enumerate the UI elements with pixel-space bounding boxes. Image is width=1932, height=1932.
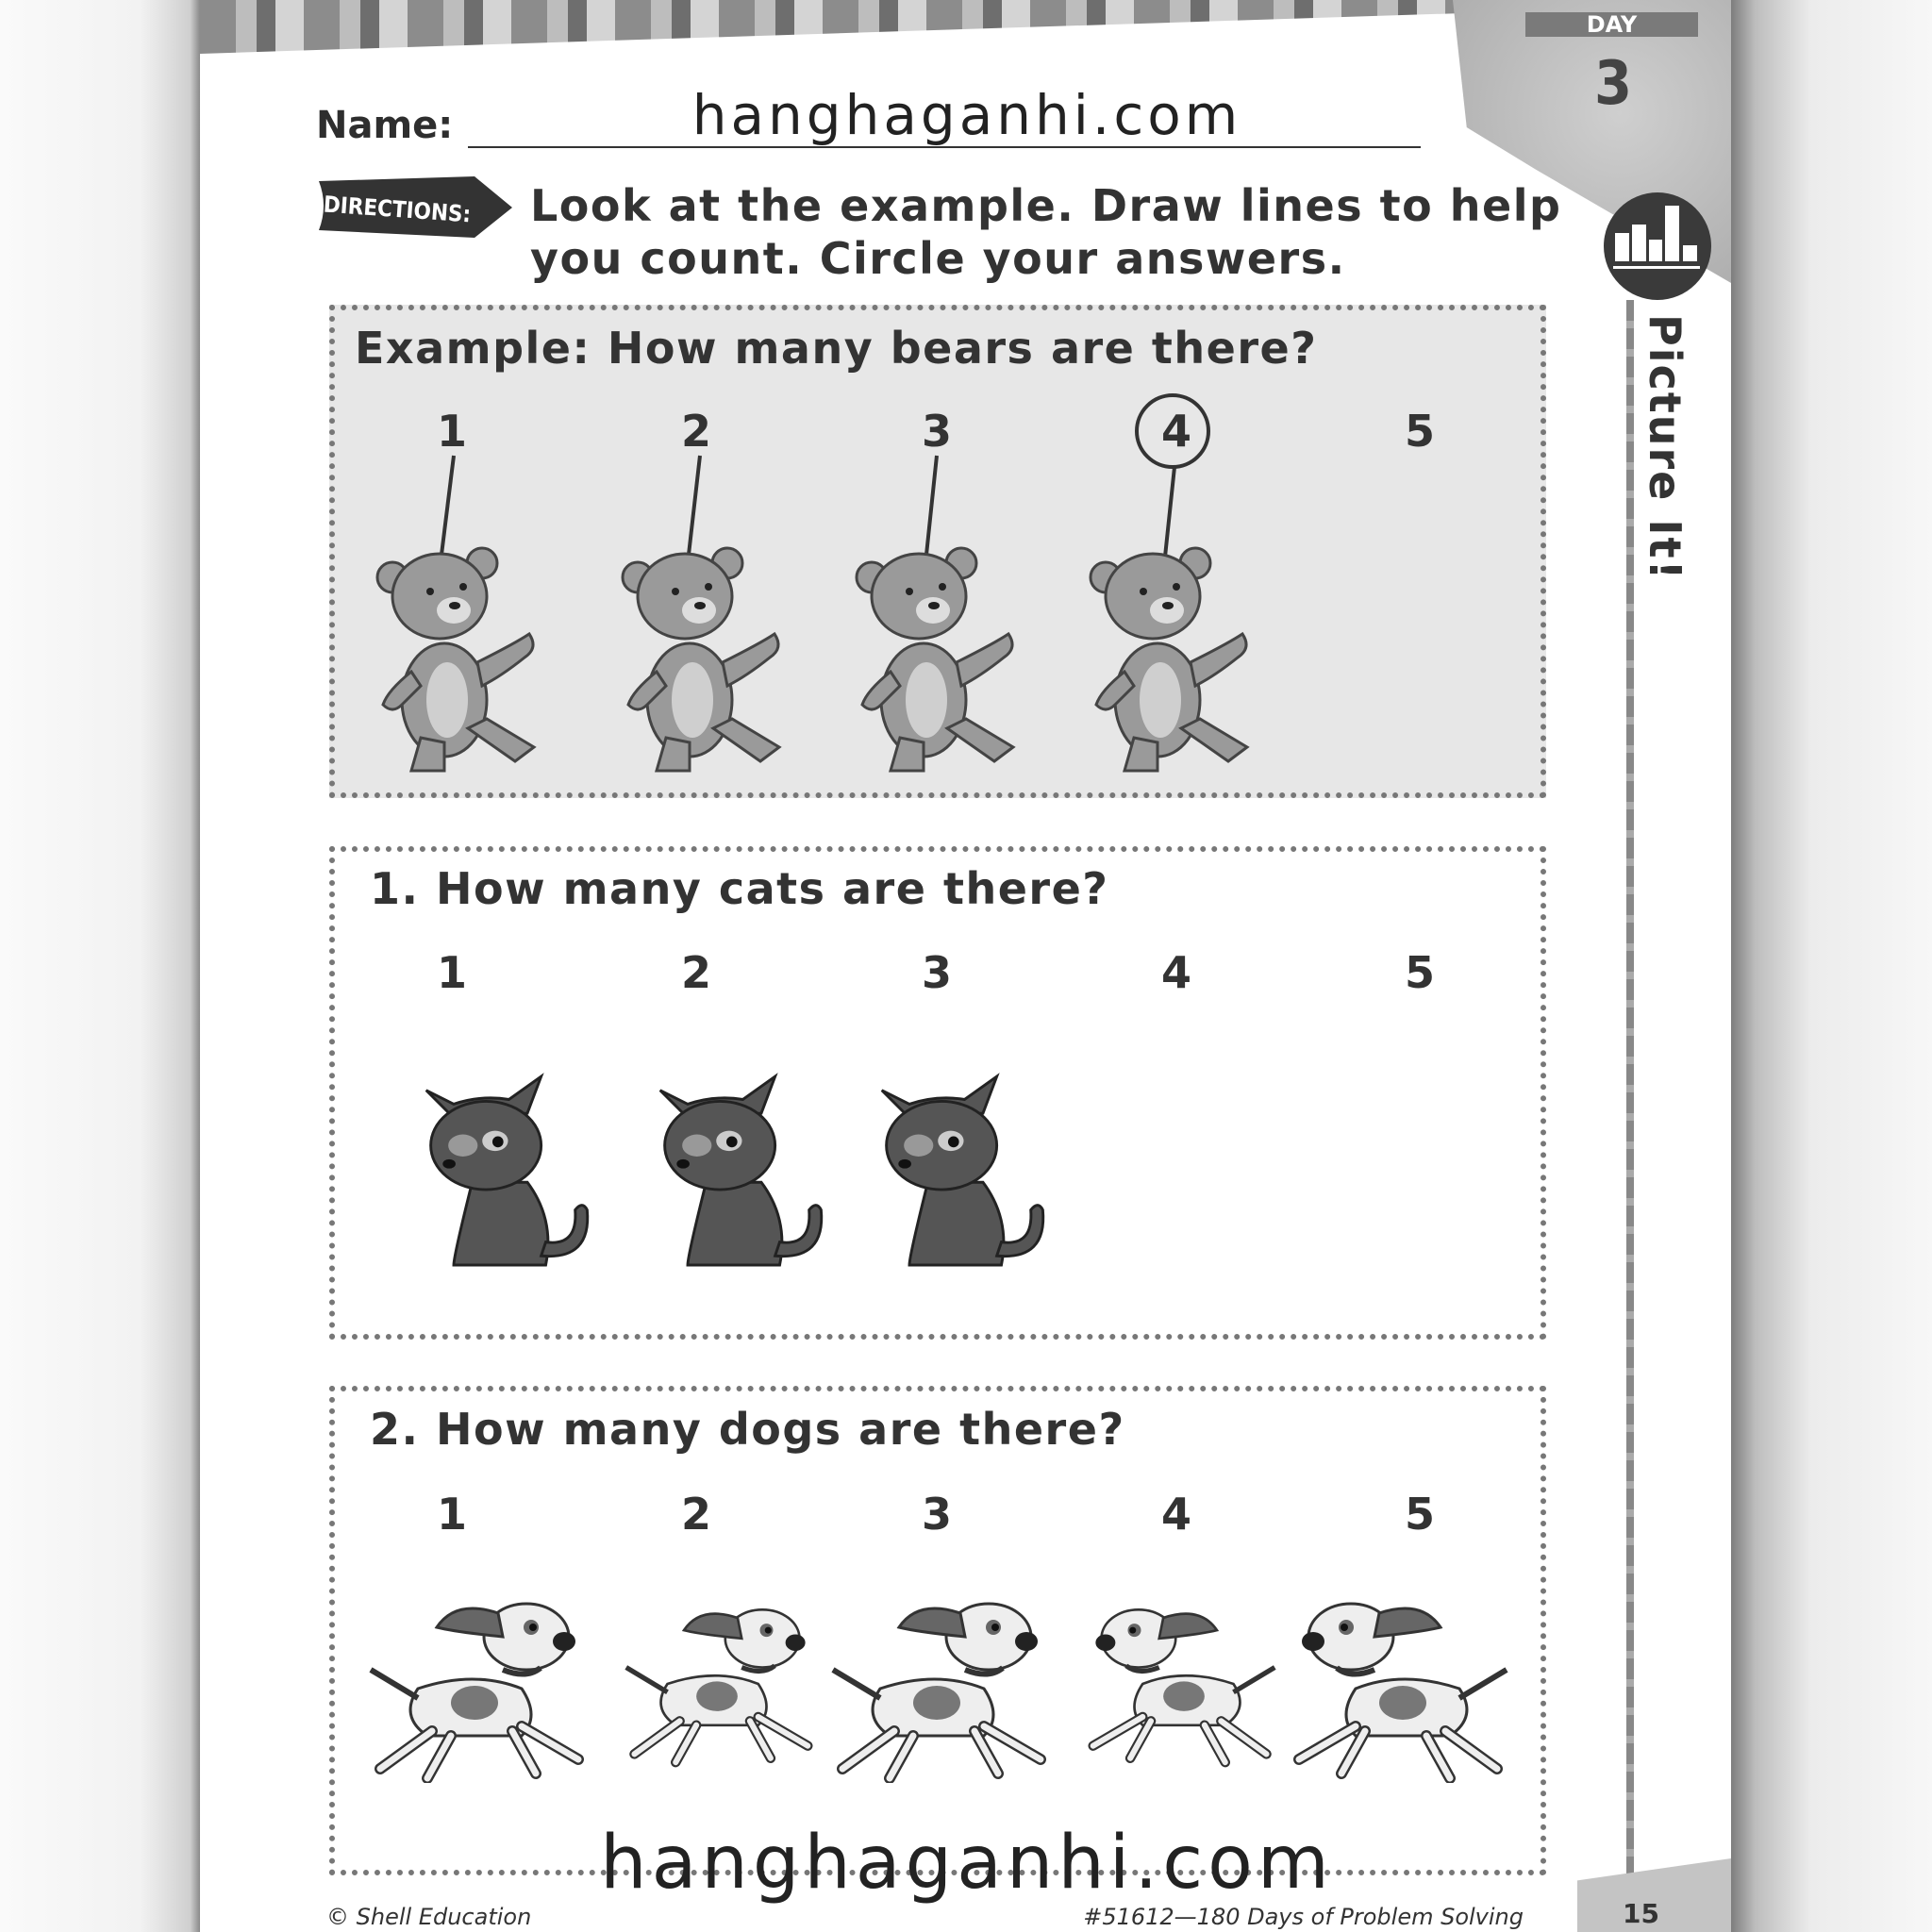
directions-line-2: you count. Circle your answers. — [530, 233, 1346, 284]
example-number-2[interactable]: 2 — [680, 406, 711, 457]
example-title: Example: How many bears are there? — [355, 323, 1318, 374]
watermark-bottom: hanghaganhi.com — [600, 1821, 1334, 1906]
name-label: Name: — [316, 104, 454, 147]
book-title: #51612—180 Days of Problem Solving — [1083, 1904, 1524, 1930]
example-number-3[interactable]: 3 — [921, 406, 952, 457]
q2-number-4[interactable]: 4 — [1160, 1489, 1191, 1540]
dog-image — [824, 1594, 1050, 1783]
bear-image — [1087, 540, 1257, 775]
q2-number-3[interactable]: 3 — [921, 1489, 952, 1540]
dog-image — [618, 1590, 816, 1778]
cat-image — [873, 1072, 1057, 1274]
dog-image — [1285, 1594, 1521, 1783]
example-number-1[interactable]: 1 — [436, 406, 467, 457]
directions-line-1: Look at the example. Draw lines to help — [530, 180, 1562, 231]
q2-number-1[interactable]: 1 — [436, 1489, 467, 1540]
question-1-title: 1. How many cats are there? — [370, 863, 1109, 914]
section-label: Picture It! — [1640, 314, 1690, 582]
directions-badge-text: DIRECTIONS: — [322, 191, 473, 228]
day-label: DAY — [1525, 12, 1698, 37]
q1-number-3[interactable]: 3 — [921, 947, 952, 998]
day-number: 3 — [1593, 49, 1633, 119]
page-number: 15 — [1623, 1898, 1659, 1929]
bear-image — [853, 540, 1023, 775]
watermark-top: hanghaganhi.com — [691, 83, 1242, 147]
dog-image — [357, 1594, 592, 1783]
publisher-credit: © Shell Education — [326, 1904, 532, 1930]
bear-image — [374, 540, 543, 775]
q1-number-5[interactable]: 5 — [1404, 947, 1435, 998]
cat-image — [651, 1072, 835, 1274]
q2-number-5[interactable]: 5 — [1404, 1489, 1435, 1540]
q1-number-1[interactable]: 1 — [436, 947, 467, 998]
example-number-5[interactable]: 5 — [1404, 406, 1435, 457]
example-number-4[interactable]: 4 — [1160, 406, 1191, 457]
dog-image — [1085, 1590, 1283, 1778]
cat-image — [417, 1072, 601, 1274]
q1-number-4[interactable]: 4 — [1160, 947, 1191, 998]
q1-number-2[interactable]: 2 — [680, 947, 711, 998]
answer-circle — [1137, 395, 1208, 467]
bear-image — [619, 540, 789, 775]
q2-number-2[interactable]: 2 — [680, 1489, 711, 1540]
question-2-title: 2. How many dogs are there? — [370, 1404, 1125, 1455]
